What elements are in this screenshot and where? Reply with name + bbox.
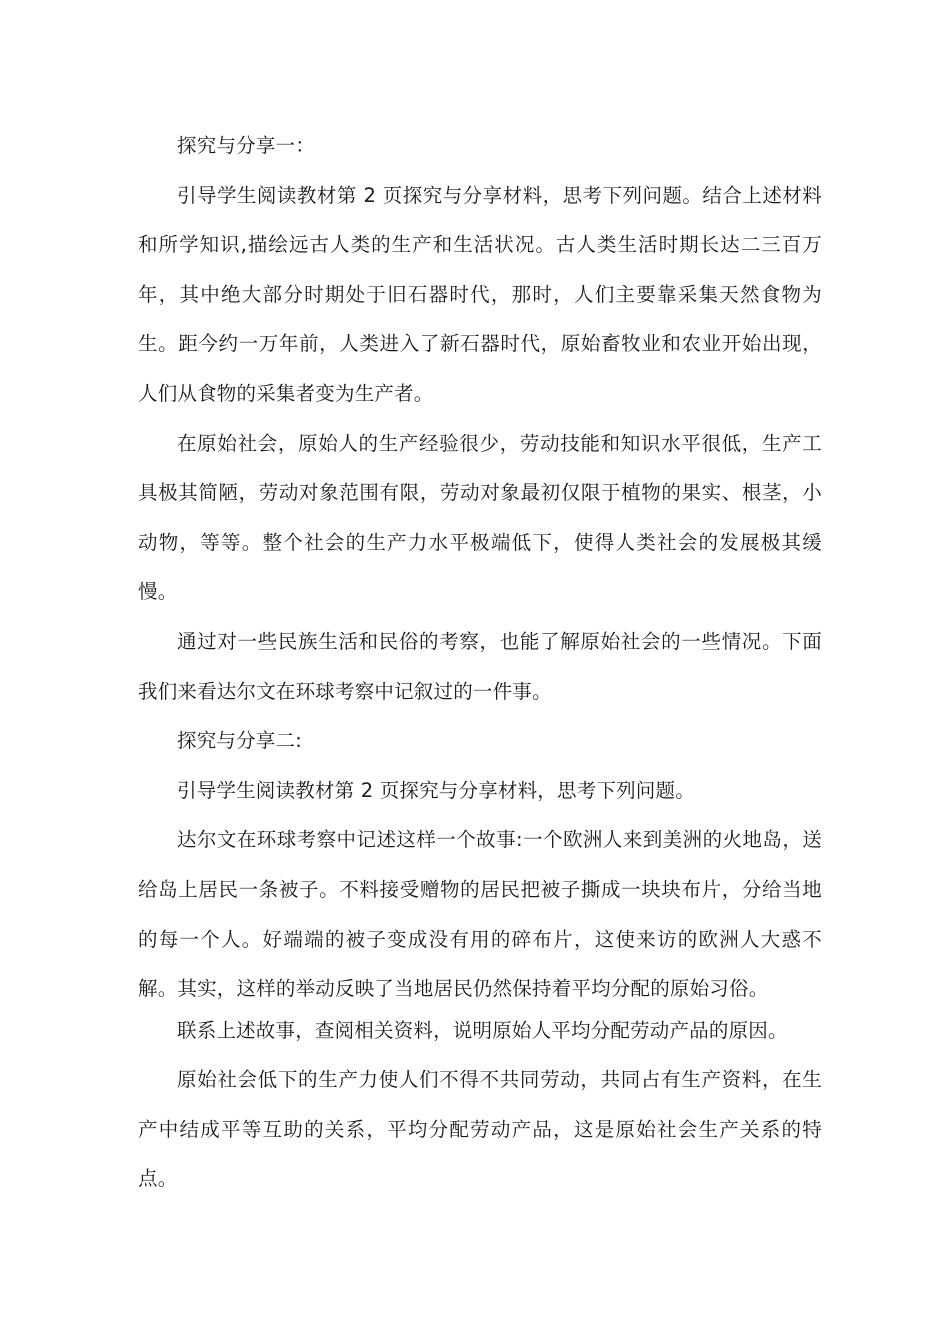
paragraph-darwin-story: 达尔文在环球考察中记述这样一个故事:一个欧洲人来到美洲的火地岛，送给岛上居民一条被子。不料接受赠物的居民把被子撕成一块块布片，分给当地的每一个人。好端端的被子变成没有用的碎布片，这使来访的欧洲人大惑不解。其实，这样的举动反映了当地居民仍然保持着平均分配的原始习俗。 bbox=[138, 828, 822, 1001]
document-body bbox=[138, 121, 822, 1204]
paragraph-ethnic-investigation: 通过对一些民族生活和民俗的考察，也能了解原始社会的一些情况。下面我们来看达尔文在环球考察中记叙过的一件事。 bbox=[138, 629, 822, 703]
paragraph-question: 联系上述故事，查阅相关资料，说明原始人平均分配劳动产品的原因。 bbox=[177, 1018, 788, 1042]
paragraph-guide-reading-two: 引导学生阅读教材第 2 页探究与分享材料，思考下列问题。 bbox=[177, 778, 695, 802]
heading-explore-share-one: 探究与分享一： bbox=[177, 134, 315, 157]
heading-explore-share-two: 探究与分享二: bbox=[177, 729, 302, 753]
paragraph-conclusion: 原始社会低下的生产力使人们不得不共同劳动，共同占有生产资料，在生产中结成平等互助的关系，平均分配劳动产品，这是原始社会生产关系的特点。 bbox=[138, 1068, 822, 1191]
paragraph-guide-reading-one: 引导学生阅读教材第 2 页探究与分享材料，思考下列问题。结合上述材料和所学知识,描绘远古人类的生产和生活状况。古人类生活时期长达二三百万年，其中绝大部分时期处于旧石器时代，那时，人们主要靠采集天然食物为生。距今约一万年前，人类进入了新石器时代，原始畜牧业和农业开始出现，人们从食物的采集者变为生产者。 bbox=[138, 183, 822, 405]
paragraph-primitive-society: 在原始社会，原始人的生产经验很少，劳动技能和知识水平很低，生产工具极其简陋，劳动对象范围有限，劳动对象最初仅限于植物的果实、根茎，小动物，等等。整个社会的生产力水平极端低下，使得人类社会的发展极其缓慢。 bbox=[138, 431, 822, 604]
